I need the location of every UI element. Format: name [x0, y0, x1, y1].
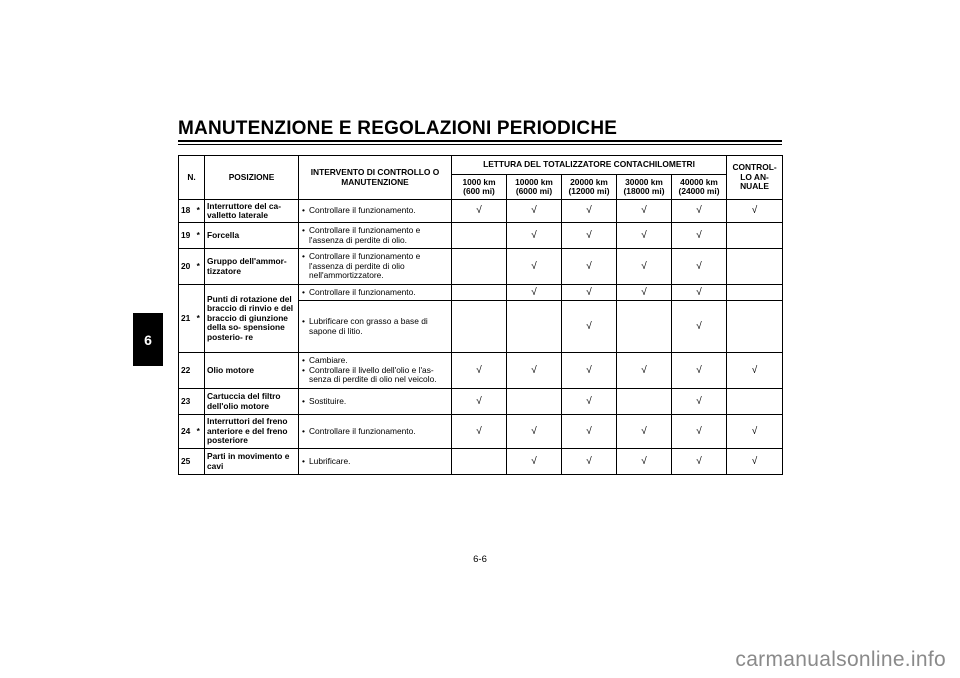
check-cell: √ [452, 389, 507, 415]
header-num: N. [179, 156, 205, 200]
row-position: Interruttore del ca- valletto laterale [205, 200, 299, 223]
check-cell [727, 389, 783, 415]
check-cell: √ [672, 353, 727, 389]
row-number: 20 [179, 249, 193, 285]
check-cell: √ [507, 449, 562, 475]
row-number: 24 [179, 415, 193, 449]
table-row [179, 223, 783, 249]
maintenance-table [178, 155, 783, 475]
interval-mi: (24000 mi) [678, 186, 720, 196]
header-annual: CONTROL- LO AN- NUALE [727, 156, 783, 200]
interval-mi: (12000 mi) [568, 186, 610, 196]
row-star: * [193, 285, 205, 353]
check-cell: √ [672, 301, 727, 353]
interval-km: 10000 km [515, 176, 553, 187]
check-cell: √ [562, 389, 617, 415]
check-cell: √ [562, 249, 617, 285]
check-cell: √ [672, 223, 727, 249]
row-star: * [193, 223, 205, 249]
check-cell [507, 301, 562, 353]
action-item: • Controllare il funzionamento. [301, 427, 449, 436]
row-star: * [193, 249, 205, 285]
check-cell: √ [562, 415, 617, 449]
header-interval [452, 175, 507, 200]
table-row [179, 415, 783, 449]
interval-km: 30000 km [625, 176, 663, 187]
row-action [299, 415, 452, 449]
check-cell: √ [617, 285, 672, 301]
row-star: * [193, 415, 205, 449]
action-item: • Lubrificare con grasso a base di sapone di litio. [301, 317, 449, 336]
interval-mi: (600 mi) [463, 186, 495, 196]
check-cell [617, 389, 672, 415]
header-interval [507, 175, 562, 200]
check-cell: √ [452, 415, 507, 449]
header-interval [562, 175, 617, 200]
row-position: Forcella [205, 223, 299, 249]
row-position: Parti in movimento e cavi [205, 449, 299, 475]
watermark: carmanualsonline.info [735, 648, 946, 671]
check-cell: √ [452, 353, 507, 389]
check-cell: √ [617, 353, 672, 389]
row-action [299, 449, 452, 475]
title-divider-thin [178, 144, 782, 145]
interval-km: 40000 km [680, 176, 718, 187]
check-cell: √ [507, 249, 562, 285]
page-number: 6-6 [473, 554, 487, 565]
action-item: • Sostituire. [301, 397, 449, 406]
check-cell: √ [507, 415, 562, 449]
check-cell: √ [617, 449, 672, 475]
check-cell: √ [562, 353, 617, 389]
row-action [299, 353, 452, 389]
check-cell [452, 301, 507, 353]
action-item: • Controllare il funzionamento e l'assenza di perdite di olio. [301, 226, 449, 245]
check-cell [452, 285, 507, 301]
check-cell [617, 301, 672, 353]
check-cell [507, 389, 562, 415]
row-star [193, 449, 205, 475]
check-cell: √ [672, 249, 727, 285]
action-item: • Controllare il funzionamento e l'assenza di perdite di olio nell'ammortizzatore. [301, 252, 449, 280]
row-number: 23 [179, 389, 193, 415]
check-cell: √ [617, 249, 672, 285]
chapter-tab: 6 [133, 313, 163, 366]
row-position: Olio motore [205, 353, 299, 389]
check-cell: √ [562, 301, 617, 353]
check-cell: √ [727, 200, 783, 223]
check-cell: √ [617, 200, 672, 223]
table-row [179, 249, 783, 285]
row-star [193, 353, 205, 389]
interval-mi: (6000 mi) [515, 186, 553, 196]
header-interval [672, 175, 727, 200]
check-cell [727, 223, 783, 249]
check-cell: √ [727, 415, 783, 449]
check-cell: √ [672, 285, 727, 301]
interval-mi: (18000 mi) [623, 186, 665, 196]
interval-km: 20000 km [570, 176, 608, 187]
check-cell: √ [617, 223, 672, 249]
row-number: 22 [179, 353, 193, 389]
row-action [299, 285, 452, 301]
check-cell: √ [617, 415, 672, 449]
row-number: 25 [179, 449, 193, 475]
row-number: 19 [179, 223, 193, 249]
check-cell: √ [562, 200, 617, 223]
table-row [179, 389, 783, 415]
row-star: * [193, 200, 205, 223]
header-position: POSIZIONE [205, 156, 299, 200]
table-row [179, 353, 783, 389]
check-cell: √ [562, 449, 617, 475]
check-cell: √ [452, 200, 507, 223]
interval-km: 1000 km [462, 176, 496, 187]
table-row [179, 449, 783, 475]
header-odometer: LETTURA DEL TOTALIZZATORE CONTACHILOMETRI [452, 156, 727, 175]
row-action [299, 200, 452, 223]
check-cell [452, 249, 507, 285]
title-divider [178, 140, 782, 142]
row-action [299, 249, 452, 285]
action-item: • Controllare il funzionamento. [301, 206, 449, 215]
check-cell: √ [672, 415, 727, 449]
header-interval [617, 175, 672, 200]
row-action [299, 389, 452, 415]
check-cell [452, 223, 507, 249]
row-position: Gruppo dell'ammor- tizzatore [205, 249, 299, 285]
row-position: Punti di rotazione del braccio di rinvio e del braccio di giunzione della so- spensione posterio- re [205, 285, 299, 353]
check-cell: √ [507, 353, 562, 389]
row-action [299, 223, 452, 249]
action-item: • Cambiare. [301, 356, 449, 365]
check-cell: √ [507, 200, 562, 223]
header-action: INTERVENTO DI CONTROLLO O MANUTENZIONE [299, 156, 452, 200]
check-cell: √ [727, 449, 783, 475]
check-cell: √ [507, 223, 562, 249]
row-number: 21 [179, 285, 193, 353]
check-cell: √ [672, 200, 727, 223]
check-cell: √ [507, 285, 562, 301]
table-row [179, 200, 783, 223]
check-cell: √ [672, 449, 727, 475]
page-title: MANUTENZIONE E REGOLAZIONI PERIODICHE [178, 118, 618, 139]
check-cell [452, 449, 507, 475]
action-item: • Lubrificare. [301, 457, 449, 466]
check-cell [727, 285, 783, 301]
table-row [179, 285, 783, 301]
action-item: • Controllare il funzionamento. [301, 288, 449, 297]
row-number: 18 [179, 200, 193, 223]
check-cell: √ [562, 223, 617, 249]
row-position: Interruttori del freno anteriore e del freno posteriore [205, 415, 299, 449]
row-position: Cartuccia del filtro dell'olio motore [205, 389, 299, 415]
row-star [193, 389, 205, 415]
check-cell [727, 301, 783, 353]
check-cell: √ [727, 353, 783, 389]
row-action [299, 301, 452, 353]
check-cell: √ [562, 285, 617, 301]
check-cell [727, 249, 783, 285]
check-cell: √ [672, 389, 727, 415]
action-item: • Controllare il livello dell'olio e l'as- senza di perdite di olio nel veicolo. [301, 366, 449, 385]
